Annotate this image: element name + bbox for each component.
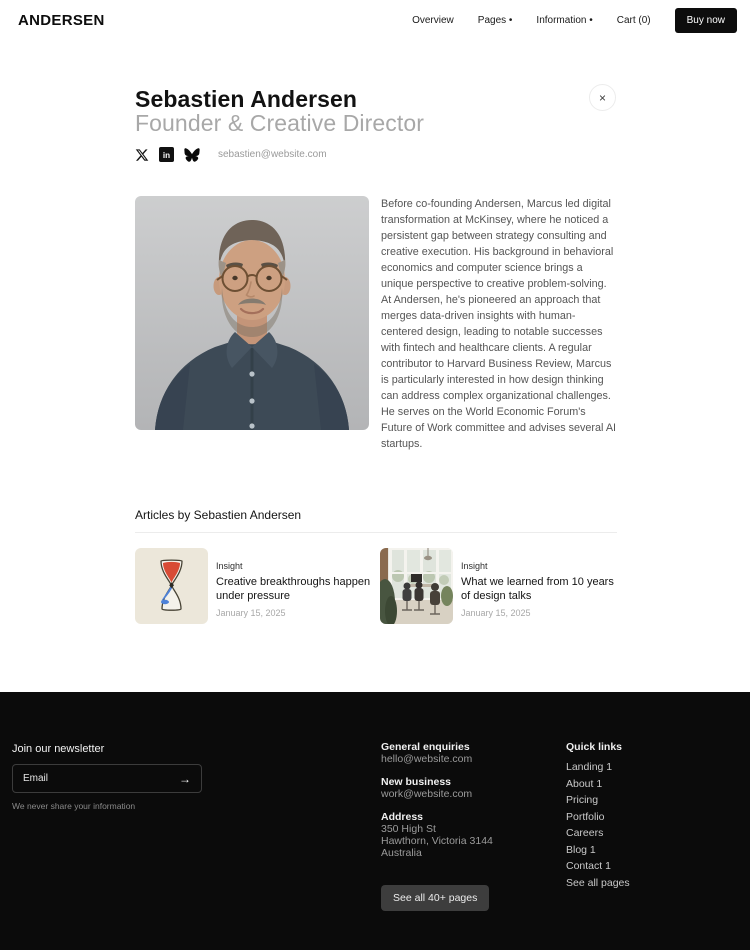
article-title: Creative breakthroughs happen under pressure: [216, 575, 371, 603]
profile-header: [135, 87, 617, 162]
svg-text:in: in: [162, 150, 171, 160]
portrait-photo: [135, 196, 369, 430]
article-card-1-text: [216, 548, 371, 624]
site-footer: [0, 692, 750, 950]
x-twitter-icon[interactable]: [135, 148, 149, 162]
address-line: Australia: [381, 847, 422, 859]
general-enquiries-label: General enquiries: [381, 741, 470, 753]
general-enquiries-group: [381, 741, 551, 765]
contact-block: [381, 741, 551, 911]
nav-item-overview[interactable]: Overview: [412, 14, 454, 26]
address-line: 350 High St: [381, 823, 436, 835]
quick-link-about[interactable]: About 1: [566, 777, 603, 790]
buy-now-button[interactable]: Buy now: [675, 8, 737, 33]
new-business-label: New business: [381, 776, 452, 788]
top-nav: [0, 0, 750, 40]
newsletter-email-box: [12, 764, 202, 793]
article-cards: [135, 548, 617, 624]
nav-links: [412, 8, 737, 33]
new-business-email: work@website.com: [381, 788, 473, 800]
newsletter-email-input[interactable]: [23, 773, 179, 784]
newsletter-submit-button[interactable]: [179, 773, 191, 785]
address-group: [381, 811, 551, 859]
nav-item-pages[interactable]: Pages •: [477, 14, 513, 26]
see-all-pages-button[interactable]: See all 40+ pages: [381, 885, 489, 911]
address-label: Address: [381, 811, 424, 823]
profile-email: sebastien@website.com: [218, 149, 327, 160]
newsletter-block: [12, 743, 212, 811]
article-card-1[interactable]: [135, 548, 371, 624]
quick-link-see-all[interactable]: See all pages: [566, 876, 630, 889]
articles-heading: Articles by Sebastien Andersen: [135, 508, 617, 533]
nav-item-information[interactable]: Information •: [536, 14, 593, 26]
article-card-2-text: [461, 548, 616, 624]
quick-link-contact[interactable]: Contact 1: [566, 860, 611, 872]
nav-item-cart[interactable]: Cart (0): [616, 14, 651, 26]
linkedin-icon[interactable]: [159, 147, 174, 162]
quick-link-landing[interactable]: Landing 1: [566, 761, 613, 773]
profile-bio: Before co-founding Andersen, Marcus led digital transformation at McKinsey, where he noticed a persistent gap between strategy consulting and creative execution. His background in behavioral economics and computer science brings a unique perspective to creative problem-solving. At Andersen, he's pioneered an approach that merges data-driven insights with human-centered design, leading to notable successes with fintech and healthcare clients. A regular contributor to Harvard Business Review, Marcus is particularly interested in how design thinking can address complex organizational challenges. He serves on the World Economic Forum's Future of Work committee and advises several AI startups.: [381, 198, 617, 450]
newsletter-heading: Join our newsletter: [12, 743, 105, 755]
arrow-right-icon: →: [179, 771, 191, 786]
article-category: Insight: [216, 560, 243, 571]
brand-logo[interactable]: ANDERSEN: [18, 11, 105, 29]
profile-role: Founder & Creative Director: [135, 110, 425, 136]
social-row: [135, 147, 617, 162]
bluesky-icon[interactable]: [184, 148, 200, 162]
quick-links-block: [566, 741, 630, 894]
new-business-group: [381, 776, 551, 800]
articles-section: [135, 508, 617, 624]
quick-link-careers[interactable]: Careers: [566, 827, 604, 839]
office-photo-thumb: [380, 548, 453, 624]
close-icon: ×: [598, 90, 606, 105]
newsletter-disclaimer: We never share your information: [12, 801, 136, 811]
close-button[interactable]: [589, 84, 616, 111]
hourglass-illustration-thumb: [135, 548, 208, 624]
article-card-2[interactable]: [380, 548, 616, 624]
article-date: January 15, 2025: [461, 608, 531, 619]
quick-link-pricing[interactable]: Pricing: [566, 794, 599, 806]
article-date: January 15, 2025: [216, 608, 286, 619]
quick-link-portfolio[interactable]: Portfolio: [566, 810, 605, 823]
address-line: Hawthorn, Victoria 3144: [381, 835, 493, 847]
profile-name: Sebastien Andersen: [135, 86, 358, 112]
article-title: What we learned from 10 years of design talks: [461, 575, 614, 603]
profile-section: [135, 196, 617, 453]
general-enquiries-email: hello@website.com: [381, 753, 473, 765]
quick-link-blog[interactable]: Blog 1: [566, 843, 596, 856]
quick-links-heading: Quick links: [566, 741, 623, 753]
article-category: Insight: [461, 560, 488, 571]
